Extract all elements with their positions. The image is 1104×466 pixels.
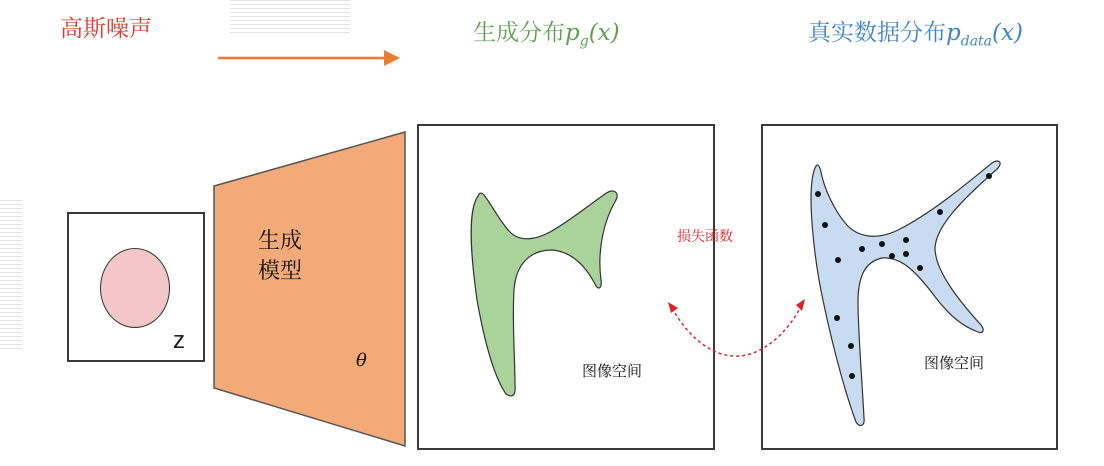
data-point: [835, 257, 841, 263]
data-point: [822, 222, 828, 228]
data-point: [815, 191, 821, 197]
generator-label-line1: 生成: [258, 229, 303, 254]
real-distribution-shape: [811, 161, 1000, 426]
generated-image-space-label: 图像空间: [582, 362, 643, 380]
data-point: [903, 237, 909, 243]
loss-function-label: 损失函数: [677, 229, 733, 245]
generator-label-line2: 模型: [258, 259, 303, 284]
data-point: [986, 173, 992, 179]
data-point: [859, 246, 865, 252]
data-point: [903, 251, 909, 257]
data-point: [849, 373, 855, 379]
latent-z-label: z: [173, 327, 185, 354]
data-point: [889, 253, 895, 259]
data-point: [848, 343, 854, 349]
loss-arrow: [668, 299, 805, 356]
data-point: [879, 241, 885, 247]
data-point: [937, 209, 943, 215]
real-distribution-title: 真实数据分布$p_{data}(x)$: [808, 20, 1023, 50]
real-image-space-label: 图像空间: [924, 354, 985, 372]
data-point: [917, 265, 923, 271]
generated-distribution-title: 生成分布$p_g(x)$: [473, 20, 620, 50]
gaussian-noise-title: 高斯噪声: [60, 16, 152, 42]
generator-theta-label: θ: [356, 350, 367, 371]
data-point: [834, 315, 840, 321]
